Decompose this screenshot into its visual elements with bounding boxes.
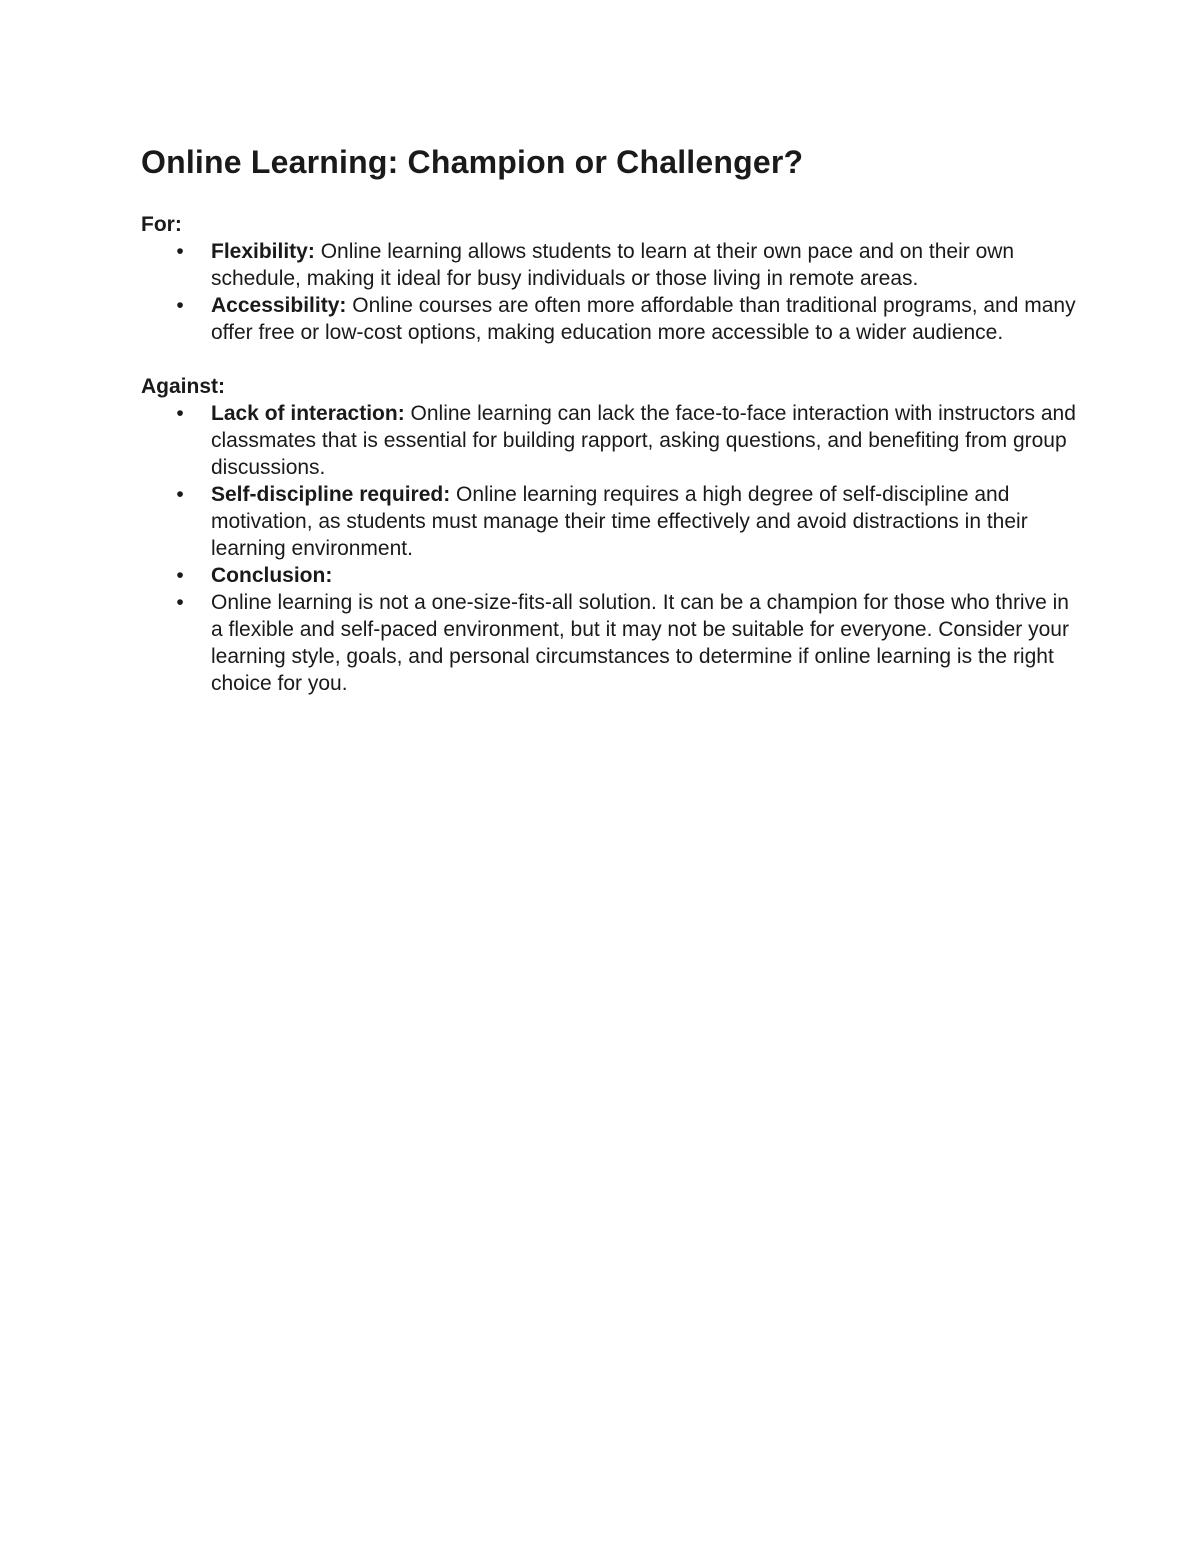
list-item [141, 481, 1081, 562]
against-list [141, 400, 1081, 562]
list-item [141, 292, 1081, 346]
item-lead: Accessibility: [211, 294, 347, 317]
for-list [141, 238, 1081, 346]
document-page [141, 140, 1081, 697]
against-heading: Against: [141, 375, 225, 398]
bullet-icon: • [176, 240, 184, 263]
conclusion-heading: Conclusion: [211, 564, 333, 587]
item-lead: Self-discipline required: [211, 483, 451, 506]
item-text: Online courses are often more affordable than traditional programs, and many offer free or low-cost options, making education more accessible to a wider audience. [211, 294, 1076, 344]
document-title: Online Learning: Champion or Challenger? [141, 144, 804, 180]
item-lead: Lack of interaction: [211, 402, 405, 425]
bullet-icon: • [176, 483, 184, 506]
item-text: Online learning can lack the face-to-face interaction with instructors and classmates that is essential for building rapport, asking questions, and benefiting from group discussions. [211, 402, 1076, 479]
bullet-icon: • [176, 564, 184, 587]
list-item [141, 562, 1081, 589]
list-item [141, 238, 1081, 292]
item-lead: Flexibility: [211, 240, 315, 263]
list-item [141, 400, 1081, 481]
bullet-icon: • [176, 591, 184, 614]
item-text: Online learning allows students to learn at their own pace and on their own schedule, making it ideal for busy individuals or those living in remote areas. [211, 240, 1015, 290]
item-text: Online learning requires a high degree of self-discipline and motivation, as students must manage their time effectively and avoid distractions in their learning environment. [211, 483, 1028, 560]
bullet-icon: • [176, 402, 184, 425]
list-item [141, 589, 1081, 697]
conclusion-text: Online learning is not a one-size-fits-all solution. It can be a champion for those who thrive in a flexible and self-paced environment, but it may not be suitable for everyone. Consider your learning style, goals, and personal circumstances to determine if online learning is the right choice for you. [211, 591, 1069, 695]
for-heading: For: [141, 213, 182, 236]
bullet-icon: • [176, 294, 184, 317]
conclusion-heading-list [141, 562, 1081, 589]
conclusion-list [141, 589, 1081, 697]
